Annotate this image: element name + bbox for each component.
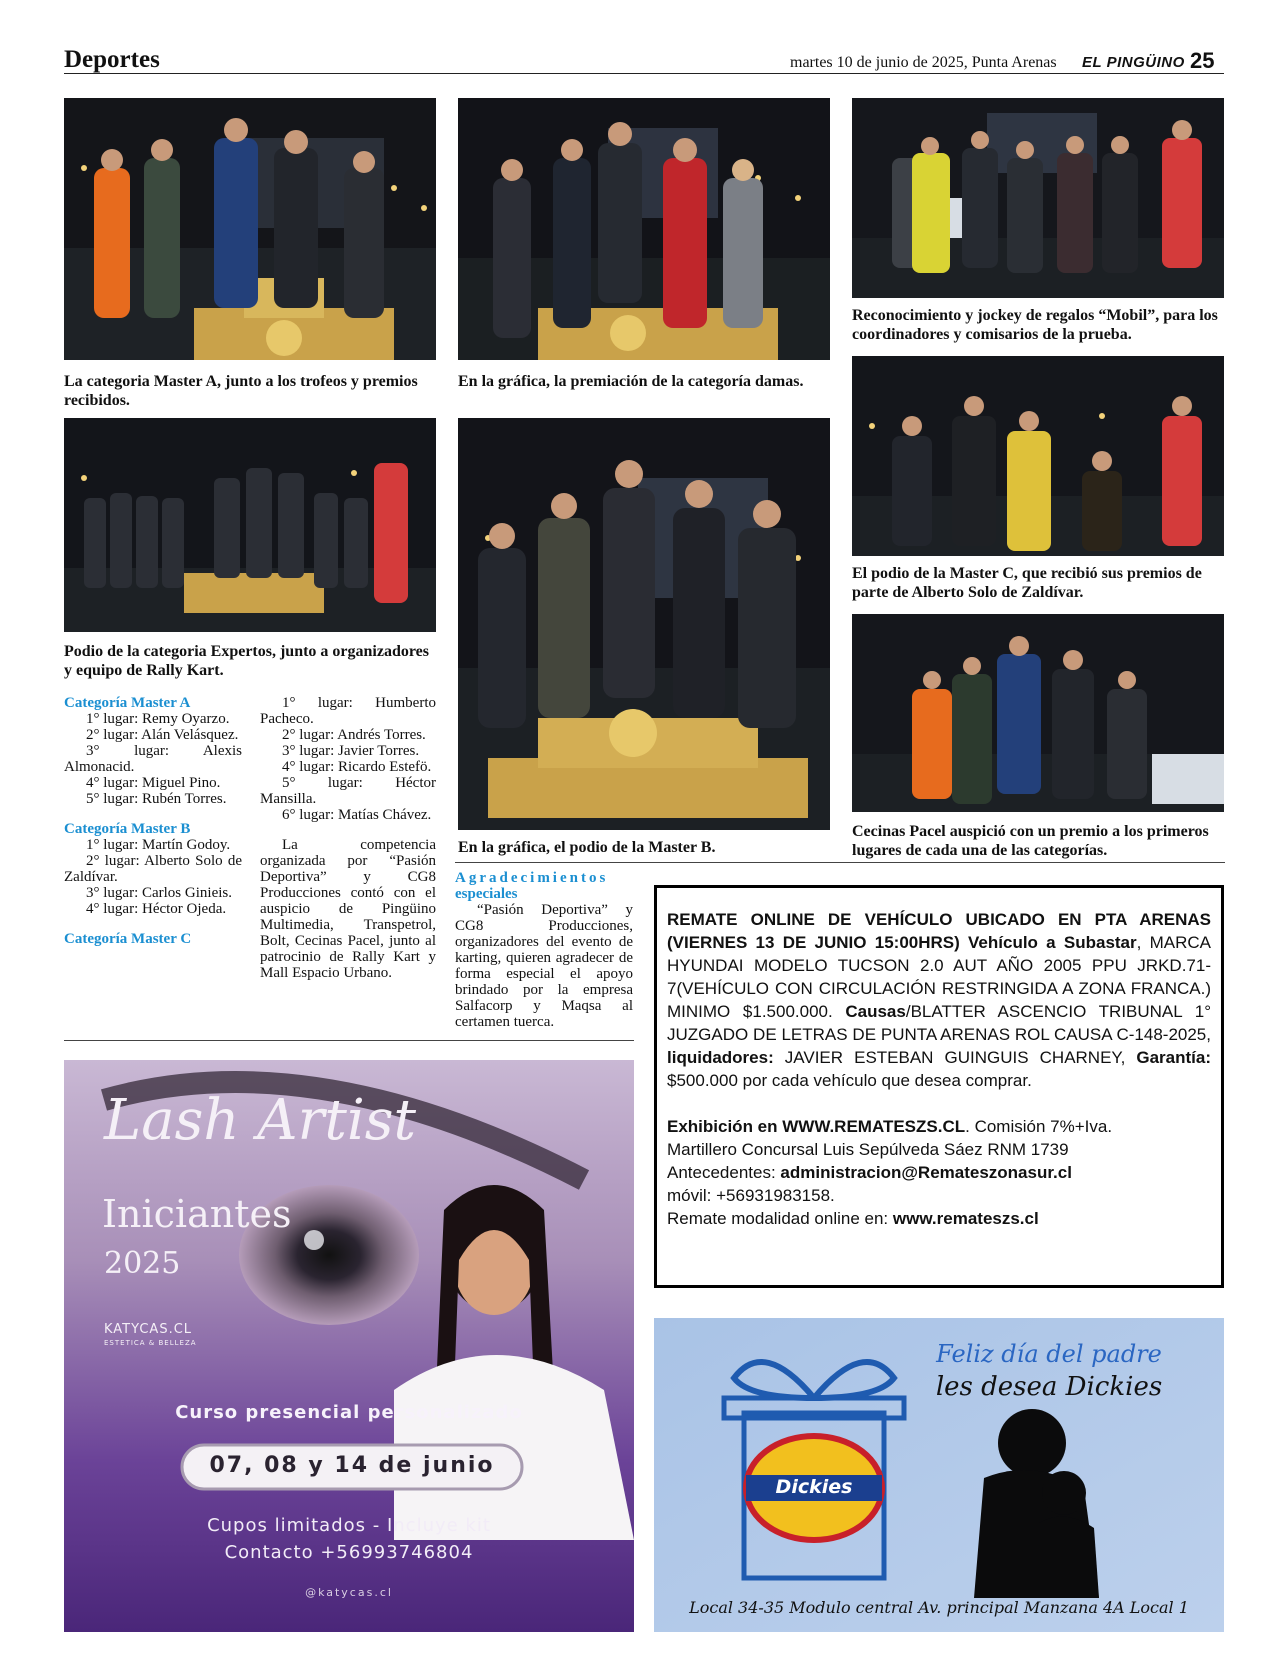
ack-title: Agradecimientos [455,870,609,886]
master-c-title: Categoría Master C [64,931,192,947]
caption-damas: En la gráfica, la premiación de la categoría damas. [458,373,804,390]
ack-paragraph: “Pasión Deportiva” y CG8 Producciones, organizadores del evento de karting, quieren agradecer de forma especial el apoyo brindado por la empresa Salfacorp y Maqsa al certamen tuerca. [455,902,633,1030]
header-rule [64,73,1224,74]
lash-year: 2025 [104,1246,181,1281]
page-number: 25 [1190,48,1215,73]
result-item: 1° lugar: Humberto Pacheco. [260,695,436,727]
lash-brand-sub: ESTETICA & BELLEZA [104,1339,197,1347]
result-item: 3° lugar: Javier Torres. [282,743,420,759]
caption-mobil: Reconocimiento y jockey de regalos “Mobil”, para los coordinadores y comisarios de la prueba. [852,307,1218,343]
photo-master-a [64,98,436,360]
caption-master-b: En la gráfica, el podio de la Master B. [458,839,716,856]
lash-brand: KATYCAS.CL [104,1322,193,1337]
lash-cupos: Cupos limitados - Incluye kit [207,1515,491,1536]
section-rule [64,1040,634,1041]
auction-url-link[interactable]: www.remateszs.cl [892,1209,1039,1228]
result-item: 3° lugar: Alexis Almonacid. [64,743,242,775]
dickies-line-2: les desea Dickies [935,1372,1163,1402]
result-item: 2° lugar: Alberto Solo de Zaldívar. [64,853,242,885]
result-item: 2° lugar: Alán Velásquez. [86,727,239,743]
lash-artist-ad[interactable] [64,1060,634,1632]
dickies-ad[interactable] [654,1318,1224,1632]
dickies-logo: Dickies [775,1476,853,1498]
master-b-title: Categoría Master B [64,821,191,837]
newspaper-logo: EL PINGÜINO [1082,54,1185,71]
caption-master-c: El podio de la Master C, que recibió sus premios de parte de Alberto Solo de Zaldívar. [852,565,1202,601]
result-item: 4° lugar: Miguel Pino. [86,775,221,791]
auction-paragraph: REMATE ONLINE DE VEHÍCULO UBICADO EN PTA ARENAS (VIERNES 13 DE JUNIO 15:00HRS) Vehículo a Subastar, MARCA HYUNDAI MODELO TUCSON 2.0 AUT AÑO 2005 PPU JRKD.71-7(VEHÍCULO CON CIRCULACIÓN RESTRINGIDA A ZONA FRANCA.) MINIMO $1.500.000. Causas/BLATTER ASCENCIO TRIBUNAL 1° JUZGADO DE LETRAS DE PUNTA ARENAS ROL CAUSA C-148-2025, liquidadores: JAVIER ESTEBAN GUINGUIS CHARNEY, Garantía: $500.000 por cada vehículo que desea comprar. [667,910,1212,1090]
result-item: 3° lugar: Carlos Ginieis. [86,885,232,901]
results-column-1 [64,695,242,947]
photo-master-c [852,356,1224,556]
results-column-3 [455,870,633,1030]
result-item: 1° lugar: Martín Godoy. [86,837,231,853]
auction-modalidad: Remate modalidad online en: www.remateszs.cl [667,1209,1039,1228]
auction-email-link[interactable]: administracion@Remateszonasur.cl [780,1163,1072,1182]
competencia-paragraph: La competencia organizada por “Pasión Deportiva” y CG8 Producciones contó con el auspicio de Pingüino Multimedia, Transpetrol, Bolt, Cecinas Pacel, junto al patrocinio de Rally Kart y Mall Espacio Urbano. [260,837,436,981]
section-title: Deportes [64,46,160,73]
caption-expertos: Podio de la categoria Expertos, junto a organizadores y equipo de Rally Kart. [64,643,430,679]
lash-dates: 07, 08 y 14 de junio [209,1453,495,1478]
result-item: 4° lugar: Ricardo Estefö. [282,759,432,775]
master-a-title: Categoría Master A [64,695,191,711]
auction-notice [654,885,1224,1288]
caption-cecinas: Cecinas Pacel auspició con un premio a los primeros lugares de cada una de las categorías. [852,823,1209,859]
lash-subtitle: Iniciantes [102,1192,292,1236]
result-item: 5° lugar: Rubén Torres. [86,791,227,807]
lash-contacto[interactable]: Contacto +56993746804 [224,1542,474,1563]
section-rule [455,862,1225,863]
result-item: 6° lugar: Matías Chávez. [282,807,432,823]
lash-script-title: Lash Artist [104,1088,417,1153]
caption-master-a: La categoria Master A, junto a los trofeos y premios recibidos. [64,373,418,409]
photo-expertos [64,418,436,632]
auction-martillero: Martillero Concursal Luis Sepúlveda Sáez RNM 1739 [667,1140,1069,1159]
photo-mobil [852,98,1224,298]
lash-handle: @katycas.cl [305,1586,393,1599]
result-item: 2° lugar: Andrés Torres. [282,727,426,743]
header-date: martes 10 de junio de 2025, Punta Arenas [790,54,1057,71]
photo-damas [458,98,830,360]
dickies-line-1: Feliz día del padre [936,1340,1162,1368]
dickies-address: Local 34-35 Modulo central Av. principal Manzana 4A Local 1 [689,1598,1189,1617]
auction-movil: móvil: +56931983158. [667,1186,835,1205]
photo-master-b [458,418,830,830]
auction-exhibition: Exhibición en WWW.REMATESZS.CL. Comisión 7%+Iva. [667,1117,1113,1136]
results-column-2 [260,695,436,981]
lash-course: Curso presencial personalizado [175,1402,523,1423]
ack-title-2: especiales [455,886,518,902]
photo-cecinas [852,614,1224,812]
auction-antecedentes: Antecedentes: administracion@Remateszonasur.cl [667,1163,1072,1182]
result-item: 1° lugar: Remy Oyarzo. [86,711,230,727]
result-item: 5° lugar: Héctor Mansilla. [260,775,436,807]
result-item: 4° lugar: Héctor Ojeda. [86,901,227,917]
